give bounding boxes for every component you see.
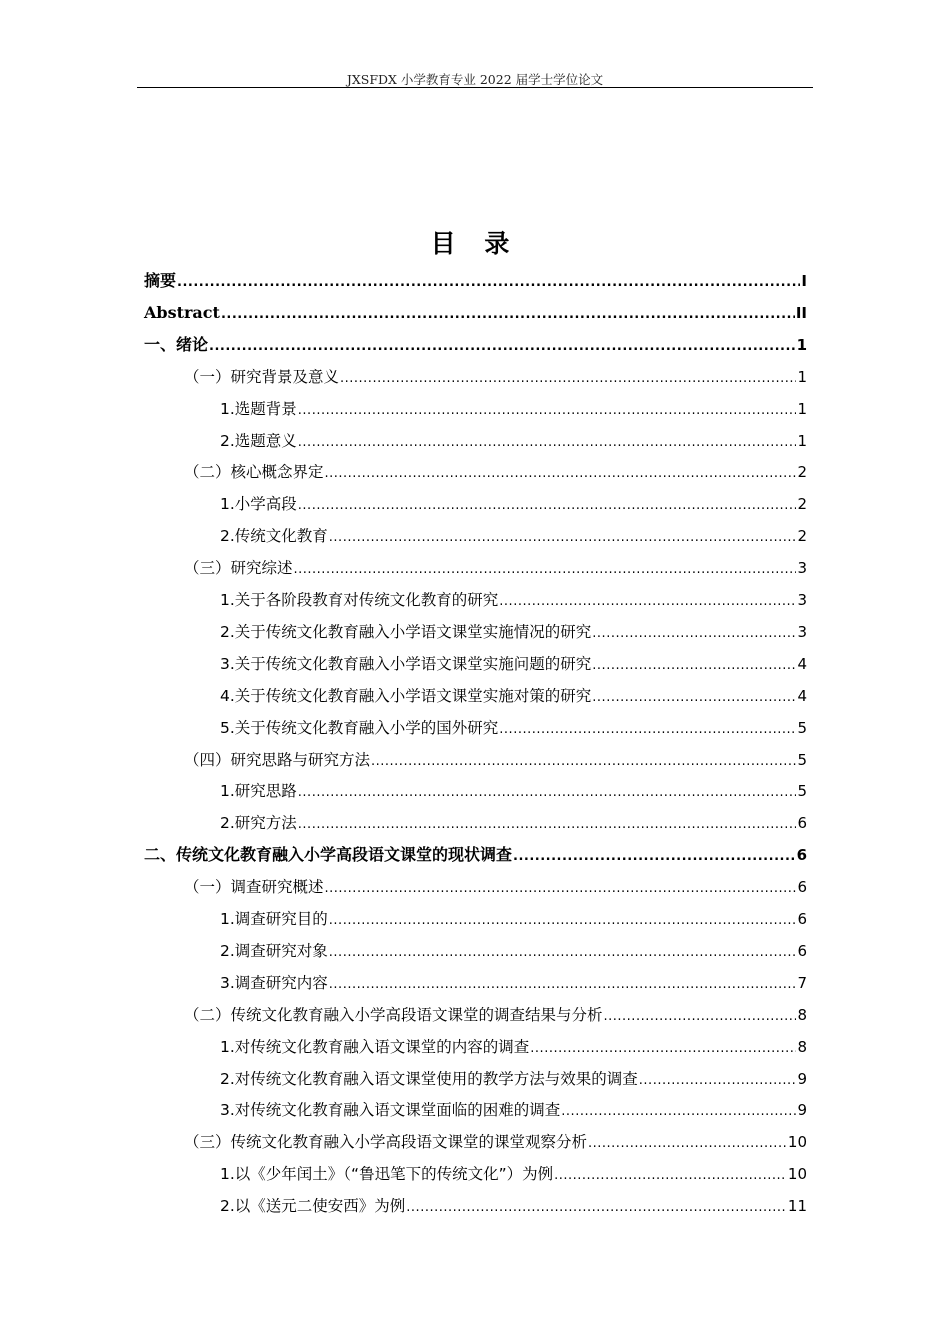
toc-entry[interactable] (184, 1003, 807, 1027)
toc-entry-label: 1.研究思路 (220, 782, 297, 801)
dot-leader (329, 973, 797, 997)
toc-entry-label: （四）研究思路与研究方法 (184, 750, 371, 769)
dot-leader (499, 590, 796, 614)
dot-leader (298, 494, 797, 518)
header-rule (137, 87, 813, 88)
toc-entry-page-number: I (801, 272, 807, 290)
dot-leader (325, 462, 797, 486)
toc-entry-page-number: 2 (797, 495, 807, 514)
toc-entry[interactable] (220, 652, 807, 676)
toc-entry-page-number: 6 (797, 814, 807, 833)
dot-leader (298, 813, 797, 837)
dot-leader (298, 399, 797, 423)
dot-leader (329, 909, 797, 933)
dot-leader (592, 654, 796, 678)
toc-entry[interactable] (220, 1194, 807, 1218)
toc-entry-label: 2.选题意义 (220, 431, 297, 450)
toc-entry-label: 1.小学高段 (220, 495, 297, 514)
toc-entry-page-number: 10 (787, 1133, 807, 1152)
toc-entry-label: 3.调查研究内容 (220, 973, 328, 992)
toc-entry[interactable] (220, 1035, 807, 1059)
toc-entry-page-number: 1 (796, 335, 807, 354)
toc-entry-page-number: 3 (797, 622, 807, 641)
dot-leader (499, 718, 796, 742)
dot-leader (221, 303, 795, 327)
toc-entry-page-number: 6 (797, 941, 807, 960)
toc-entry-page-number: 5 (797, 750, 807, 769)
toc-entry-label: 2.关于传统文化教育融入小学语文课堂实施情况的研究 (220, 622, 592, 641)
toc-entry[interactable] (184, 556, 807, 580)
toc-entry[interactable] (220, 588, 807, 612)
toc-entry-page-number: 5 (797, 782, 807, 801)
toc-entry[interactable] (184, 875, 807, 899)
toc-entry-page-number: 6 (796, 846, 807, 865)
toc-entry-page-number: 10 (787, 1165, 807, 1184)
toc-entry[interactable] (220, 620, 807, 644)
dot-leader (588, 1132, 787, 1156)
dot-leader (294, 558, 797, 582)
toc-entry-page-number: 4 (797, 686, 807, 705)
toc-entry-label: 1.关于各阶段教育对传统文化教育的研究 (220, 591, 499, 609)
toc-entry-label: 二、传统文化教育融入小学高段语文课堂的现状调查 (144, 845, 513, 865)
toc-entry-page-number: 9 (797, 1069, 807, 1088)
toc-entry-page-number: 6 (797, 910, 807, 928)
toc-entry-label: 1.对传统文化教育融入语文课堂的内容的调查 (220, 1037, 530, 1056)
toc-entry[interactable] (220, 492, 807, 516)
dot-leader (513, 845, 796, 869)
toc-entry[interactable] (144, 333, 807, 357)
toc-entry-label: （三）传统文化教育融入小学高段语文课堂的课堂观察分析 (184, 1133, 588, 1152)
toc-entry[interactable] (220, 1162, 807, 1186)
dot-leader (592, 622, 796, 646)
dot-leader (604, 1005, 797, 1029)
dot-leader (561, 1100, 796, 1124)
toc-entry-label: 1.选题背景 (220, 399, 297, 418)
toc-entry-page-number: 3 (797, 591, 807, 609)
toc-entry-page-number: 2 (797, 527, 807, 546)
toc-entry-label: （一）研究背景及意义 (184, 367, 340, 386)
toc-entry[interactable] (184, 1130, 807, 1154)
toc-entry-label: 3.关于传统文化教育融入小学语文课堂实施问题的研究 (220, 654, 592, 673)
toc-entry[interactable] (220, 716, 807, 740)
toc-entry-label: 2.研究方法 (220, 814, 297, 833)
toc-entry-page-number: 1 (797, 431, 807, 450)
toc-entry-page-number: 1 (797, 367, 807, 386)
toc-entry-page-number: 9 (797, 1101, 807, 1120)
toc-entry[interactable] (184, 460, 807, 484)
dot-leader (325, 877, 797, 901)
toc-entry-label: 5.关于传统文化教育融入小学的国外研究 (220, 718, 499, 737)
toc-entry[interactable] (220, 1098, 807, 1122)
toc-entry-page-number: 2 (797, 463, 807, 482)
toc-entry-label: 2.传统文化教育 (220, 527, 328, 546)
toc-entry[interactable] (220, 429, 807, 453)
toc-entry-label: 2.调查研究对象 (220, 941, 328, 960)
dot-leader (209, 335, 796, 359)
toc-entry-page-number: 11 (787, 1197, 807, 1216)
dot-leader (592, 686, 796, 710)
toc-entry-label: 1.调查研究目的 (220, 910, 328, 928)
toc-entry[interactable] (220, 524, 807, 548)
toc-entry-page-number: 4 (797, 654, 807, 673)
toc-entry[interactable] (220, 684, 807, 708)
toc-entry-label: Abstract (144, 302, 220, 322)
toc-entry[interactable] (144, 301, 807, 325)
dot-leader (340, 367, 796, 391)
toc-entry-label: 3.对传统文化教育融入语文课堂面临的困难的调查 (220, 1101, 561, 1120)
toc-entry-page-number: 5 (797, 718, 807, 737)
toc-entry[interactable] (220, 971, 807, 995)
toc-entry-label: 2.以《送元二使安西》为例 (220, 1197, 406, 1216)
toc-entry-page-number: 6 (797, 878, 807, 897)
toc-entry-label: 4.关于传统文化教育融入小学语文课堂实施对策的研究 (220, 686, 592, 705)
toc-entry-page-number: 3 (797, 559, 807, 578)
toc-entry-label: 2.对传统文化教育融入语文课堂使用的教学方法与效果的调查 (220, 1069, 638, 1088)
toc-entry[interactable] (220, 907, 807, 931)
dot-leader (406, 1196, 787, 1220)
dot-leader (177, 271, 800, 295)
toc-entry-page-number: 8 (797, 1005, 807, 1024)
toc-entry[interactable] (184, 365, 807, 389)
toc-entry-label: （二）传统文化教育融入小学高段语文课堂的调查结果与分析 (184, 1005, 603, 1024)
dot-leader (329, 526, 797, 550)
toc-entry-label: 一、绪论 (144, 334, 209, 354)
toc-entry-page-number: 7 (797, 973, 807, 992)
dot-leader (329, 941, 797, 965)
toc-entry-label: （一）调查研究概述 (184, 878, 324, 897)
dot-leader (298, 431, 797, 455)
toc-entry-label: （三）研究综述 (184, 559, 293, 578)
toc-entry[interactable] (144, 843, 807, 867)
toc-entry[interactable] (144, 269, 807, 293)
toc-entry[interactable] (220, 397, 807, 421)
toc-entry[interactable] (220, 811, 807, 835)
dot-leader (530, 1037, 796, 1061)
toc-entry-page-number: 1 (797, 399, 807, 418)
toc-entry[interactable] (220, 1067, 807, 1091)
running-header: JXSFDX 小学教育专业 2022 届学士学位论文 (346, 72, 604, 87)
dot-leader (639, 1069, 797, 1093)
toc-entry-label: 1.以《少年闰土》（“鲁迅笔下的传统文化”）为例 (220, 1165, 554, 1184)
toc-entry[interactable] (184, 748, 807, 772)
toc-entry-page-number: II (795, 303, 807, 322)
dot-leader (298, 781, 797, 805)
toc-entry[interactable] (220, 939, 807, 963)
dot-leader (554, 1164, 787, 1188)
toc-entry-page-number: 8 (797, 1037, 807, 1056)
page-title: 目 录 (430, 229, 520, 258)
toc-entry[interactable] (220, 779, 807, 803)
toc-entry-label: （二）核心概念界定 (184, 463, 324, 482)
toc-entry-label: 摘要 (144, 271, 177, 290)
dot-leader (371, 750, 796, 774)
